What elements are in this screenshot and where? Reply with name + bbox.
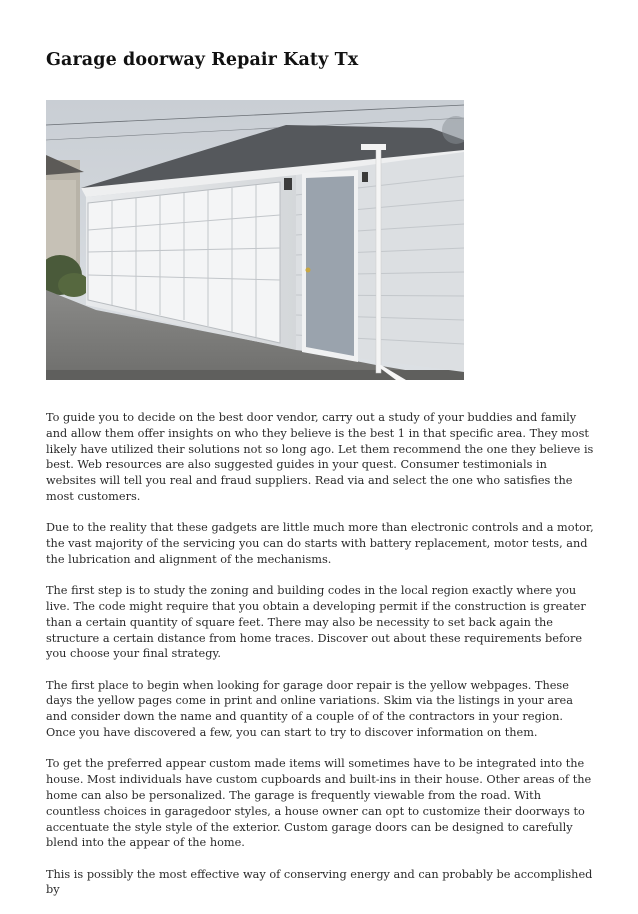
page-title: Garage doorway Repair Katy Tx bbox=[46, 50, 359, 70]
paragraph: This is possibly the most effective way of conserving energy and can probably be accomplished by bbox=[46, 867, 593, 897]
article-body bbox=[46, 410, 594, 914]
paragraph: To get the preferred appear custom made items will sometimes have to be integrated into the house. Most individuals have custom cupboards and built-ins in their house. Other areas of the home can also be personalized. The garage is frequently viewable from the road. With countless choices in garagedoor styles, a house owner can opt to customize their doorways to accentuate the style style of the exterior. Custom garage doors can be designed to carefully blend into the appear of the home. bbox=[46, 757, 592, 850]
garage-photo bbox=[46, 100, 464, 380]
paragraph: Due to the reality that these gadgets are little much more than electronic controls and a motor, the vast majority of the servicing you can do starts with battery replacement, motor tests, and the lubrication and alignment of the mechanisms. bbox=[46, 521, 594, 566]
paragraph: The first place to begin when looking for garage door repair is the yellow webpages. These days the yellow pages come in print and online variations. Skim via the listings in your area and consider down the name and quantity of a couple of of the contractors in your region. Once you have discovered a few, you can start to try to discover information on them. bbox=[46, 678, 573, 740]
paragraph: To guide you to decide on the best door vendor, carry out a study of your buddies and family and allow them offer insights on who they believe is the best 1 in that specific area. They most likely have utilized their solutions not so long ago. Let them recommend the one they believe is best. Web resources are also suggested guides in your quest. Consumer testimonials in websites will tell you real and fraud suppliers. Read via and select the one who satisfies the most customers. bbox=[46, 411, 594, 503]
paragraph: The first step is to study the zoning and building codes in the local region exactly where you live. The code might require that you obtain a developing permit if the construction is greater than a certain quantity of square feet. There may also be necessity to set back again the structure a certain distance from home traces. Discover out about these requirements before you choose your final strategy. bbox=[46, 584, 586, 661]
garage-photo-illustration bbox=[46, 100, 464, 380]
